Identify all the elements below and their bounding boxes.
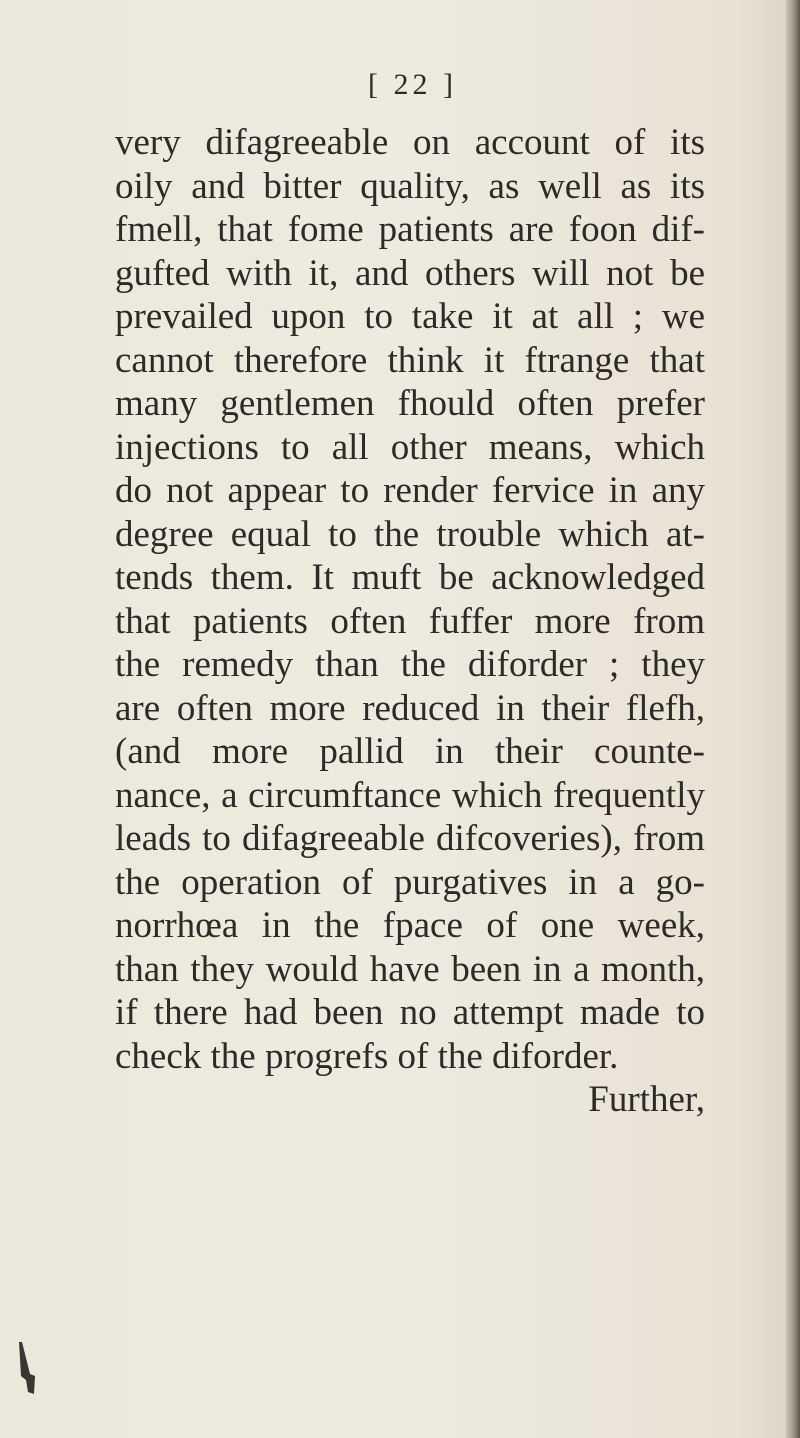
text-line: nance, a circumftance which frequently xyxy=(115,774,705,816)
text-line: prevailed upon to take it at all ; we xyxy=(115,296,705,337)
text-line: oily and bitter quality, as well as its xyxy=(115,165,705,207)
margin-mark-icon xyxy=(16,1340,38,1396)
text-line: do not appear to render fervice in any xyxy=(115,470,705,511)
text-line: check the progrefs of the diforder. xyxy=(115,1035,619,1077)
page-number: [ 22 ] xyxy=(368,68,457,101)
text-line: if there had been no attempt made to xyxy=(115,992,705,1033)
text-line: (and more pallid in their counte- xyxy=(115,731,705,772)
text-line: gufted with it, and others will not be xyxy=(115,252,705,294)
text-line: than they would have been in a month, xyxy=(115,948,705,990)
text-line: cannot therefore think it ftrange that xyxy=(115,339,705,381)
text-line: the remedy than the diforder ; they xyxy=(115,644,705,685)
text-line: degree equal to the trouble which at- xyxy=(115,513,705,555)
text-line: leads to difagreeable difcoveries), from xyxy=(115,818,705,859)
text-line: tends them. It muft be acknowledged xyxy=(115,557,705,598)
text-line: are often more reduced in their flefh, xyxy=(115,687,705,729)
text-line: many gentlemen fhould often prefer xyxy=(115,383,705,424)
text-line: that patients often fuffer more from xyxy=(115,600,705,642)
text-line: injections to all other means, which xyxy=(115,426,705,468)
text-line: very difagreeable on account of its xyxy=(115,122,705,163)
text-line: norrhœa in the fpace of one week, xyxy=(115,905,705,946)
page-edge-shadow xyxy=(786,0,800,1438)
text-line: fmell, that fome patients are foon dif- xyxy=(115,209,705,250)
catchword: Further, xyxy=(588,1079,705,1120)
body-text xyxy=(115,121,705,1122)
text-line: the operation of purgatives in a go- xyxy=(115,861,705,903)
